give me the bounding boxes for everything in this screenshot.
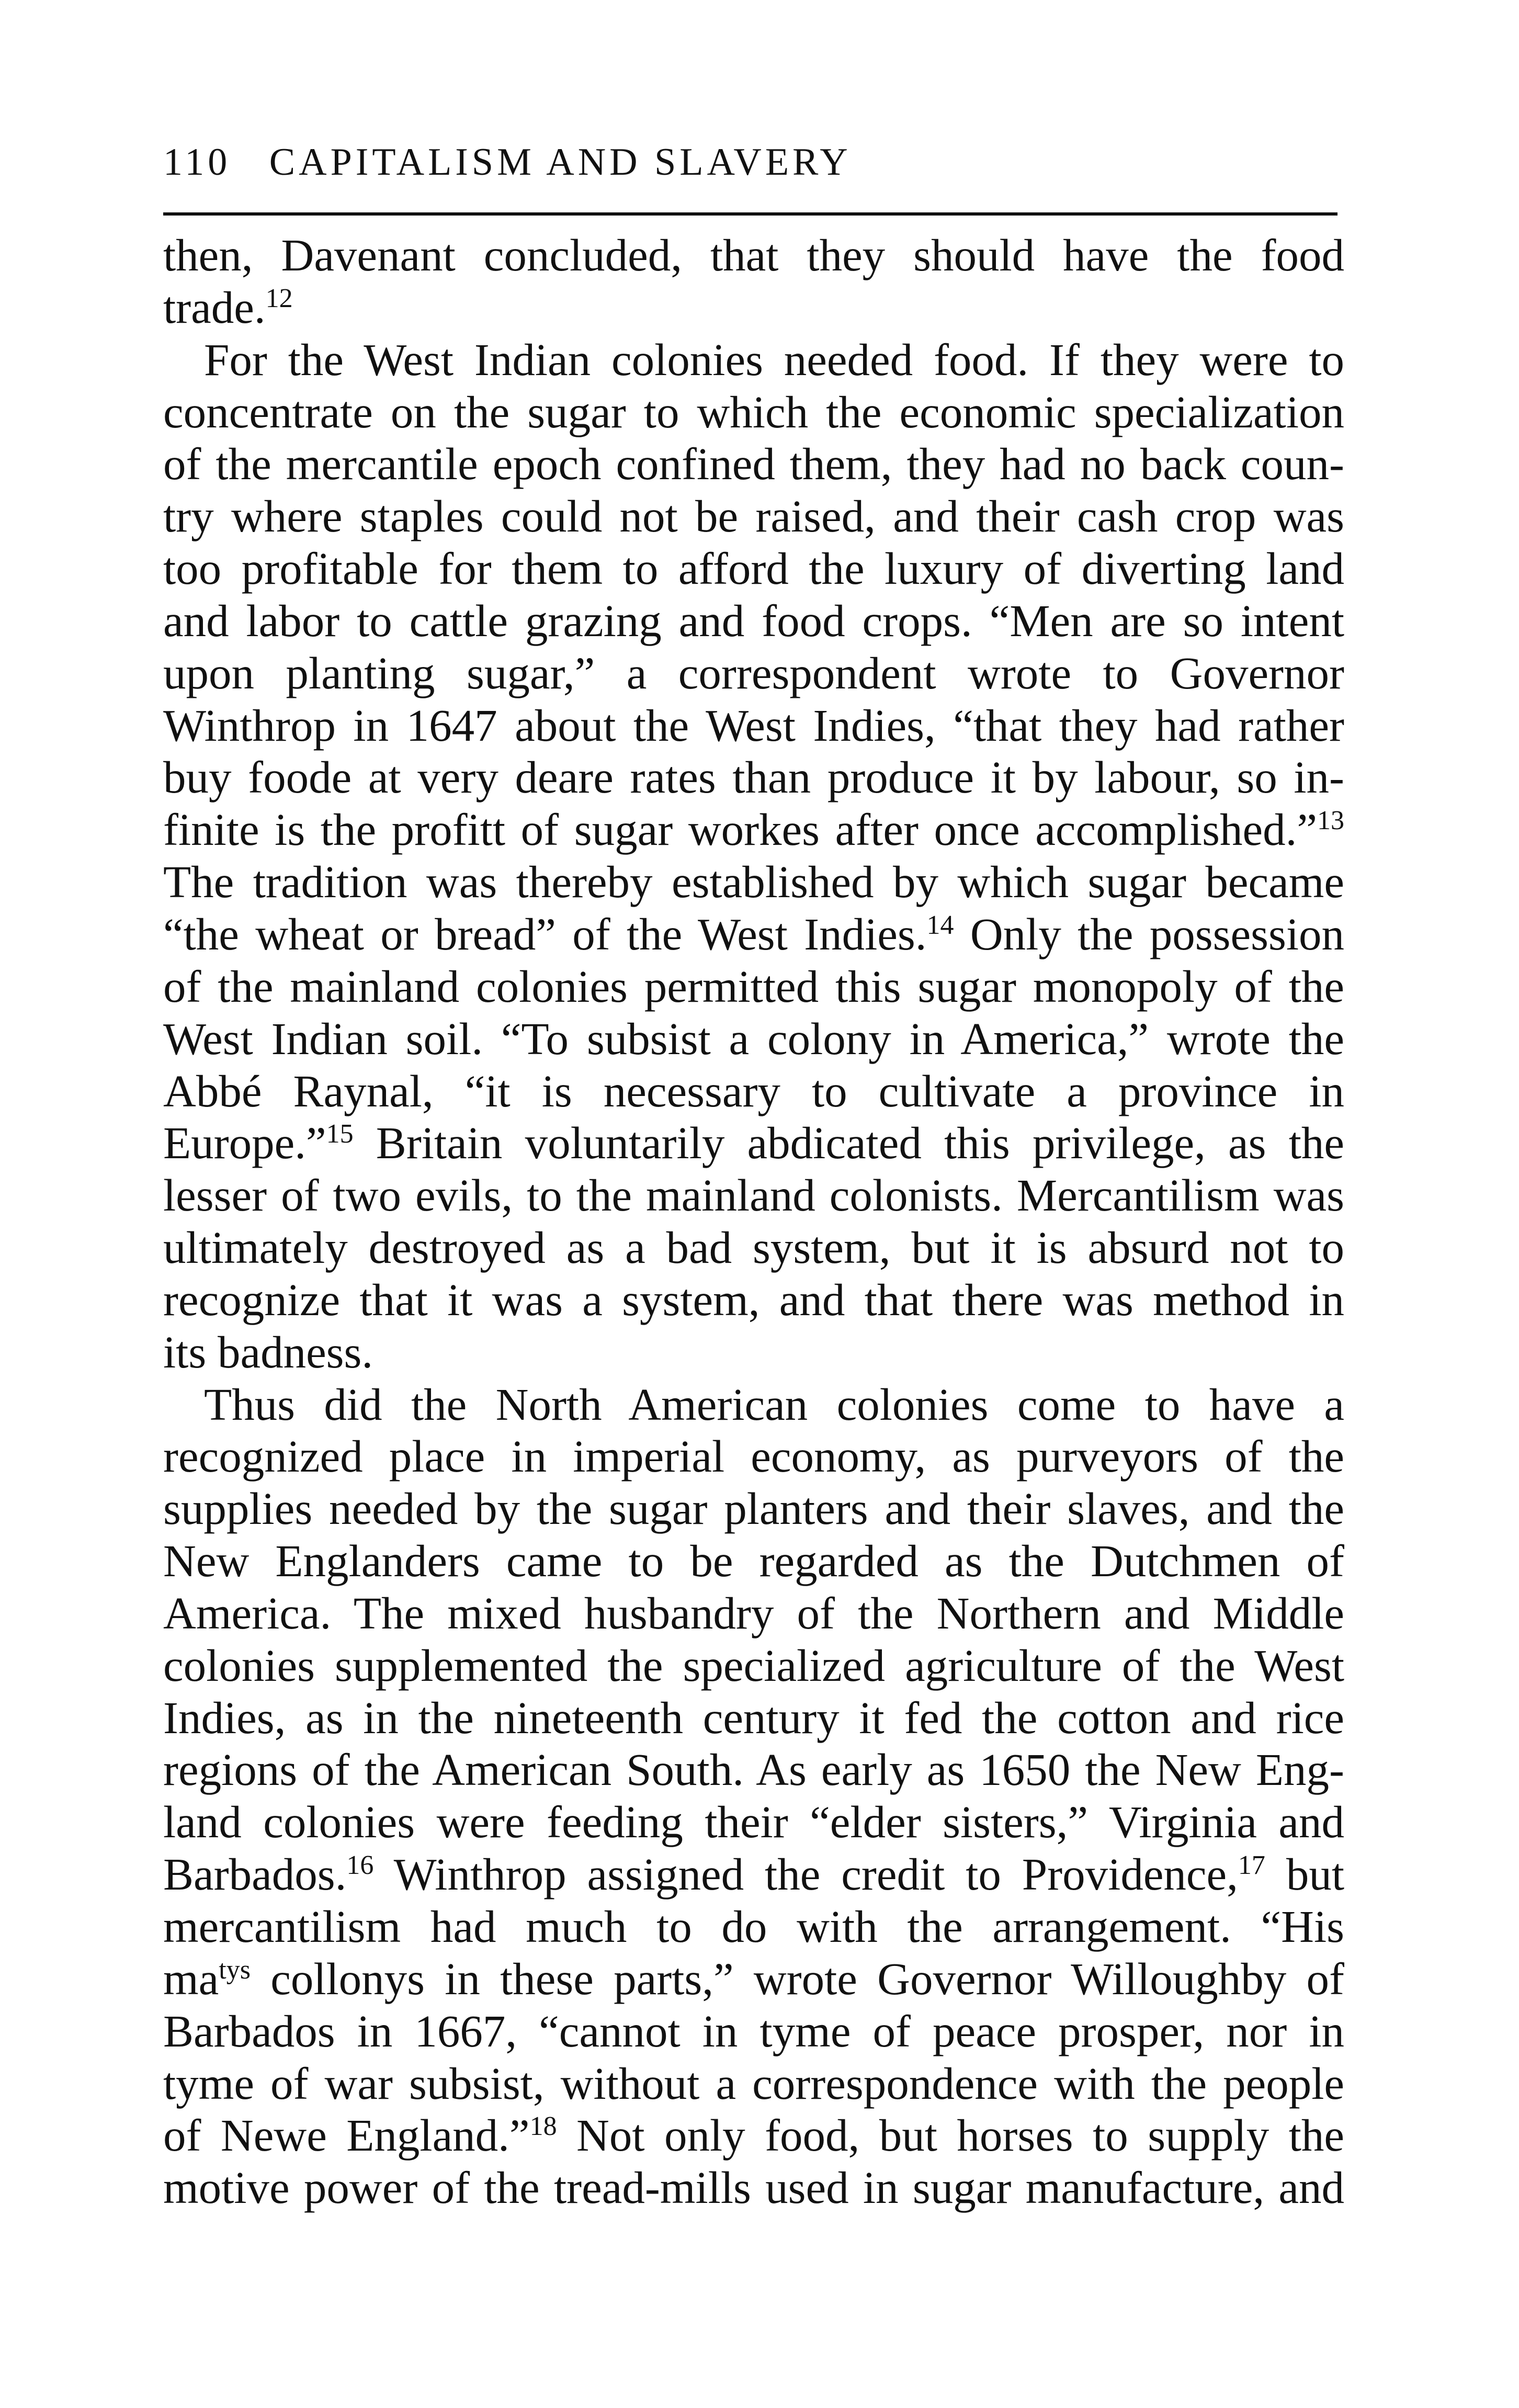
- text-line: [163, 595, 1344, 647]
- text-run: but: [1265, 1849, 1345, 1900]
- header-rule: [163, 212, 1337, 216]
- running-head: [163, 140, 1337, 198]
- text-line: [163, 281, 1344, 334]
- text-run: upon planting sugar,” a correspondent wrote to Governor: [163, 647, 1344, 698]
- footnote-marker: 13: [1317, 806, 1344, 836]
- text-run: America. The mixed husbandry of the Northern and Middle: [163, 1587, 1344, 1638]
- text-run: ma: [163, 1953, 219, 2004]
- text-run: Not only food, but horses to supply the: [557, 2110, 1345, 2161]
- text-run: Only the possession: [954, 908, 1345, 959]
- text-line: [163, 1953, 1344, 2005]
- text-run: concentrate on the sugar to which the economic specialization: [163, 386, 1344, 437]
- text-run: buy foode at very deare rates than produce it by labour, so in-: [163, 752, 1344, 803]
- text-run: its badness.: [163, 1326, 373, 1377]
- text-run: Abbé Raynal, “it is necessary to cultivate a province in: [163, 1065, 1344, 1116]
- text-run: ultimately destroyed as a bad system, but it is absurd not to: [163, 1222, 1344, 1273]
- text-line: [163, 751, 1344, 804]
- text-run: Indies, as in the nineteenth century it fed the cotton and rice: [163, 1692, 1344, 1743]
- text-line: [163, 1274, 1344, 1326]
- footnote-marker: 12: [265, 283, 293, 313]
- text-run: motive power of the tread-mills used in sugar manufacture, and: [163, 2162, 1344, 2213]
- text-line: [163, 856, 1344, 908]
- page-number: 110: [163, 141, 231, 184]
- text-line: [163, 2162, 1344, 2214]
- text-run: tyme of war subsist, without a correspondence with the people: [163, 2057, 1344, 2109]
- text-line: [163, 1117, 1344, 1169]
- text-line: [163, 960, 1344, 1013]
- text-line: [163, 647, 1344, 699]
- text-run: New Englanders came to be regarded as the Dutchmen of: [163, 1535, 1344, 1587]
- text-run: Europe.”: [163, 1117, 326, 1169]
- text-line: [163, 1169, 1344, 1222]
- text-line: [163, 1535, 1344, 1587]
- text-line: [163, 1222, 1344, 1274]
- text-line: [163, 386, 1344, 438]
- footnote-marker: tys: [219, 1954, 251, 1985]
- text-run: of Newe England.”: [163, 2110, 530, 2161]
- footnote-marker: 15: [326, 1119, 354, 1149]
- text-line: [163, 1378, 1344, 1431]
- text-run: For the West Indian colonies needed food. If they were to: [204, 334, 1344, 385]
- running-title: CAPITALISM AND SLAVERY: [269, 141, 852, 184]
- text-line: [163, 542, 1344, 595]
- text-run: and labor to cattle grazing and food crops. “Men are so intent: [163, 595, 1344, 646]
- text-run: too profitable for them to afford the luxury of diverting land: [163, 543, 1344, 594]
- body-text: [163, 229, 1344, 2214]
- text-run: colonies supplemented the specialized agriculture of the West: [163, 1640, 1344, 1691]
- footnote-marker: 14: [926, 910, 954, 940]
- text-run: trade.: [163, 281, 266, 333]
- text-line: [163, 1065, 1344, 1117]
- text-line: [163, 334, 1344, 386]
- text-run: collonys in these parts,” wrote Governor Willoughby of: [250, 1953, 1344, 2004]
- text-run: Barbados.: [163, 1849, 347, 1900]
- text-run: Winthrop in 1647 about the West Indies, “that they had rather: [163, 699, 1344, 751]
- text-line: [163, 229, 1344, 281]
- text-line: [163, 490, 1344, 542]
- text-line: [163, 804, 1344, 856]
- text-run: then, Davenant concluded, that they should have the food: [163, 230, 1344, 280]
- text-line: [163, 1848, 1344, 1901]
- text-run: Thus did the North American colonies come to have a: [204, 1378, 1344, 1430]
- text-run: mercantilism had much to do with the arrangement. “His: [163, 1901, 1344, 1952]
- text-line: [163, 2057, 1344, 2110]
- text-run: West Indian soil. “To subsist a colony in America,” wrote the: [163, 1013, 1344, 1064]
- footnote-marker: 16: [346, 1850, 374, 1881]
- text-line: [163, 1901, 1344, 1953]
- text-run: The tradition was thereby established by which sugar became: [163, 856, 1344, 908]
- text-line: [163, 2109, 1344, 2162]
- text-run: Winthrop assigned the credit to Providence,: [373, 1849, 1238, 1900]
- text-run: try where staples could not be raised, and their cash crop was: [163, 491, 1344, 542]
- text-line: [163, 1483, 1344, 1535]
- text-run: Barbados in 1667, “cannot in tyme of peace prosper, nor in: [163, 2005, 1344, 2056]
- footnote-marker: 18: [529, 2111, 557, 2142]
- text-run: supplies needed by the sugar planters and their slaves, and the: [163, 1483, 1344, 1534]
- text-line: [163, 1692, 1344, 1744]
- text-line: [163, 1430, 1344, 1483]
- text-line: [163, 1640, 1344, 1692]
- text-run: of the mainland colonies permitted this sugar monopoly of the: [163, 960, 1344, 1012]
- text-run: land colonies were feeding their “elder sisters,” Virginia and: [163, 1796, 1344, 1848]
- text-run: recognize that it was a system, and that there was method in: [163, 1274, 1344, 1325]
- footnote-marker: 17: [1238, 1850, 1265, 1881]
- text-line: [163, 1744, 1344, 1796]
- text-line: [163, 438, 1344, 490]
- text-run: Britain voluntarily abdicated this privilege, as the: [353, 1117, 1344, 1169]
- text-run: of the mercantile epoch confined them, they had no back coun-: [163, 438, 1344, 490]
- text-run: regions of the American South. As early as 1650 the New Eng-: [163, 1744, 1344, 1795]
- text-line: [163, 1796, 1344, 1848]
- text-run: “the wheat or bread” of the West Indies.: [163, 908, 927, 959]
- text-run: lesser of two evils, to the mainland colonists. Mercantilism was: [163, 1170, 1344, 1221]
- text-line: [163, 1326, 1344, 1378]
- text-run: finite is the profitt of sugar workes after once accomplished.”: [163, 804, 1317, 855]
- text-run: recognized place in imperial economy, as purveyors of the: [163, 1431, 1344, 1482]
- text-line: [163, 2005, 1344, 2057]
- text-line: [163, 1013, 1344, 1065]
- text-line: [163, 908, 1344, 960]
- text-line: [163, 1587, 1344, 1640]
- text-line: [163, 699, 1344, 752]
